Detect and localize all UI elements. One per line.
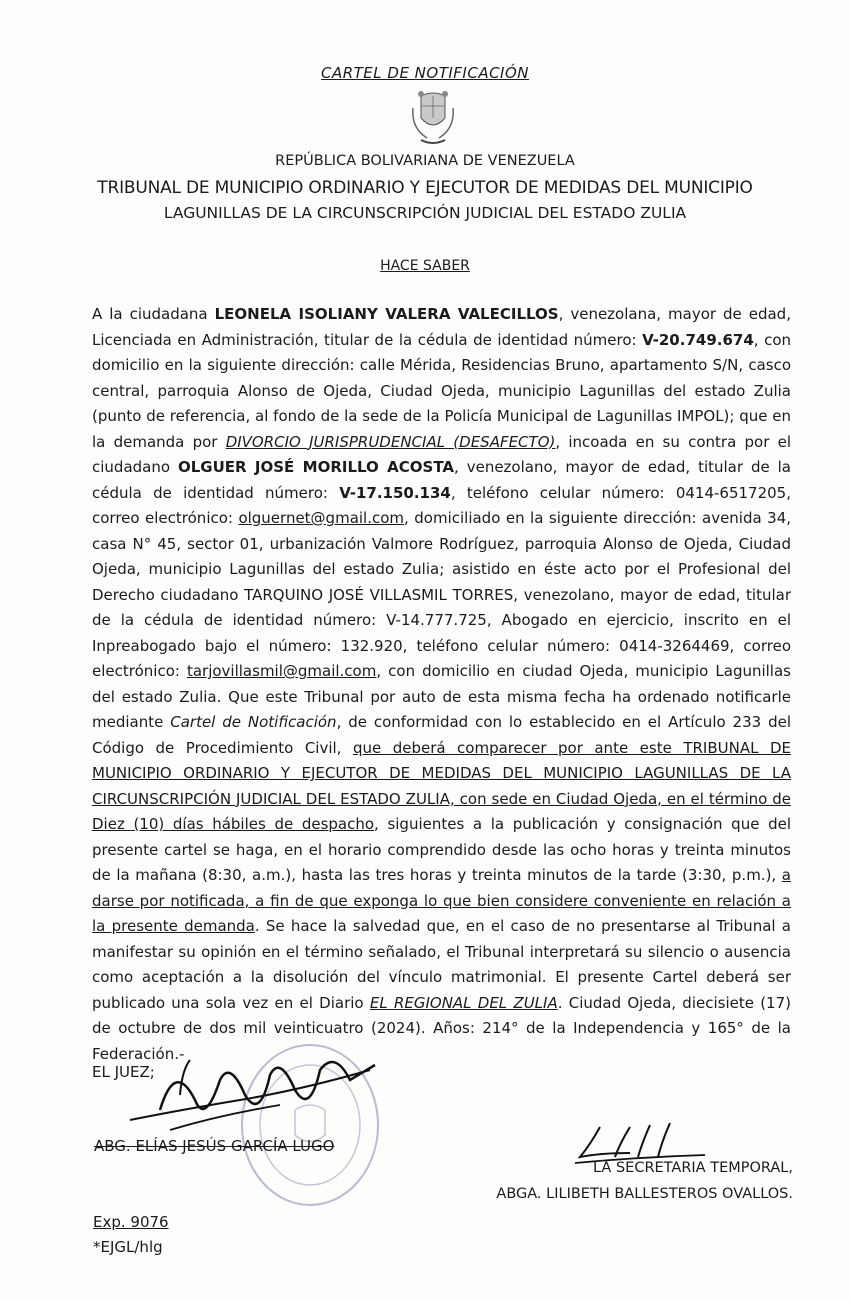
plaintiff-name: OLGUER JOSÉ MORILLO ACOSTA xyxy=(177,458,455,476)
body-text-10: , siguientes a la publicación y consignación que del presente cartel se haga, en el horario comprendido desde las ocho horas y treinta minutos de la mañana (8:30, a.m.), hasta las tres horas y treinta minutos de la tarde (3:30, p.m.), xyxy=(92,815,791,884)
body-text-3: , con domicilio en la siguiente dirección: calle Mérida, Residencias Bruno, apartamento S/N, casco central, parroquia Alonso de Ojeda, Ciudad Ojeda, municipio Lagunillas del estado Zulia (punto de referencia, al fondo de la sede de la Policía Municipal de Lagunillas IMPOL); que en la demanda por xyxy=(92,330,791,451)
judge-label: EL JUEZ; xyxy=(92,1063,155,1081)
reference-initials: *EJGL/hlg xyxy=(93,1238,163,1256)
plaintiff-email-link[interactable]: olguernet@gmail.com xyxy=(238,509,405,527)
venezuela-coat-of-arms-icon xyxy=(407,88,459,148)
body-text-12: . Ciudad Ojeda, diecisiete (17) de octubre de dos mil veinticuatro (2024). Años: 214° de la Independencia y 165° de la Federación.- xyxy=(92,993,791,1063)
body-text-7: , domiciliado en la siguiente dirección: avenida 34, casa N° 45, sector 01, urbanización Valmore Rodríguez, parroquia Alonso de Ojeda, Ciudad Ojeda, municipio Lagunillas del estado Zulia; asistido en éste acto por el Profesional del Derecho ciudadano TARQUINO JOSÉ VILLASMIL TORRES, venezolano, mayor de edad, titular de la cédula de identidad número: V-14.777.725, Abogado en ejercicio, inscrito en el Inpreabogado bajo el número: 132.920, teléfono celular número: 0414-3264469, correo electrónico: xyxy=(92,509,792,680)
notification-body xyxy=(92,302,791,1067)
defendant-name: LEONELA ISOLIANY VALERA VALECILLOS xyxy=(214,305,559,323)
judge-name: ABG. ELÍAS JESÚS GARCÍA LUGO xyxy=(94,1137,335,1155)
secretary-label: LA SECRETARIA TEMPORAL, xyxy=(593,1160,793,1176)
lawyer-email-link[interactable]: tarjovillasmil@gmail.com xyxy=(186,662,377,680)
case-file-number: Exp. 9076 xyxy=(93,1213,169,1231)
header-court: TRIBUNAL DE MUNICIPIO ORDINARIO Y EJECUTOR DE MEDIDAS DEL MUNICIPIO xyxy=(97,178,753,198)
body-text-2: , venezolana, mayor de edad, Licenciada en Administración, titular de la cédula de identidad número: xyxy=(92,305,791,349)
body-text-6: , teléfono celular número: 0414-6517205, correo electrónico: xyxy=(92,483,791,527)
header-jurisdiction: LAGUNILLAS DE LA CIRCUNSCRIPCIÓN JUDICIAL DEL ESTADO ZULIA xyxy=(163,204,687,222)
plaintiff-id: V-17.150.134 xyxy=(339,483,451,502)
body-text-4: , incoada en su contra por el ciudadano xyxy=(92,432,791,476)
newspaper-name: EL REGIONAL DEL ZULIA xyxy=(369,993,558,1012)
document-title: CARTEL DE NOTIFICACIÓN xyxy=(320,64,530,82)
subtitle-hace-saber: HACE SABER xyxy=(380,258,470,274)
body-paragraph xyxy=(92,302,791,1067)
body-text-5: , venezolano, mayor de edad, titular de la cédula de identidad número: xyxy=(92,458,791,502)
notification-purpose: a darse por notificada, a fin de que exponga lo que bien considere conveniente en relación a la presente demanda xyxy=(92,866,791,935)
body-text-1: A la ciudadana xyxy=(92,305,215,323)
defendant-id: V-20.749.674 xyxy=(642,330,754,349)
body-text-8: , con domicilio en ciudad Ojeda, municipio Lagunillas del estado Zulia. Que este Tribunal por auto de esta misma fecha ha ordenado notificarle mediante xyxy=(92,662,791,731)
cartel-reference: Cartel de Notificación xyxy=(170,713,337,731)
body-text-11: . Se hace la salvedad que, en el caso de no presentarse al Tribunal a manifestar su opinión en el término señalado, el Tribunal interpretará su silencio o ausencia como aceptación a la disolución del vínculo matrimonial. El presente Cartel deberá ser publicado una sola vez en el Diario xyxy=(92,917,791,1012)
secretary-name: ABGA. LILIBETH BALLESTEROS OVALLOS. xyxy=(496,1186,793,1202)
appearance-order: que deberá comparecer por ante este TRIBUNAL DE MUNICIPIO ORDINARIO Y EJECUTOR DE MEDIDAS DEL MUNICIPIO LAGUNILLAS DE LA CIRCUNSCRIPCIÓN JUDICIAL DEL ESTADO ZULIA, con sede en Ciudad Ojeda, en el término de Diez (10) días hábiles de despacho xyxy=(92,738,791,833)
header-republic: REPÚBLICA BOLIVARIANA DE VENEZUELA xyxy=(275,153,575,169)
handwritten-signature-judge-icon xyxy=(120,1040,390,1150)
case-type: DIVORCIO JURISPRUDENCIAL (DESAFECTO) xyxy=(225,432,556,451)
body-text-9: , de conformidad con lo establecido en el Artículo 233 del Código de Procedimiento Civil, xyxy=(92,713,791,757)
